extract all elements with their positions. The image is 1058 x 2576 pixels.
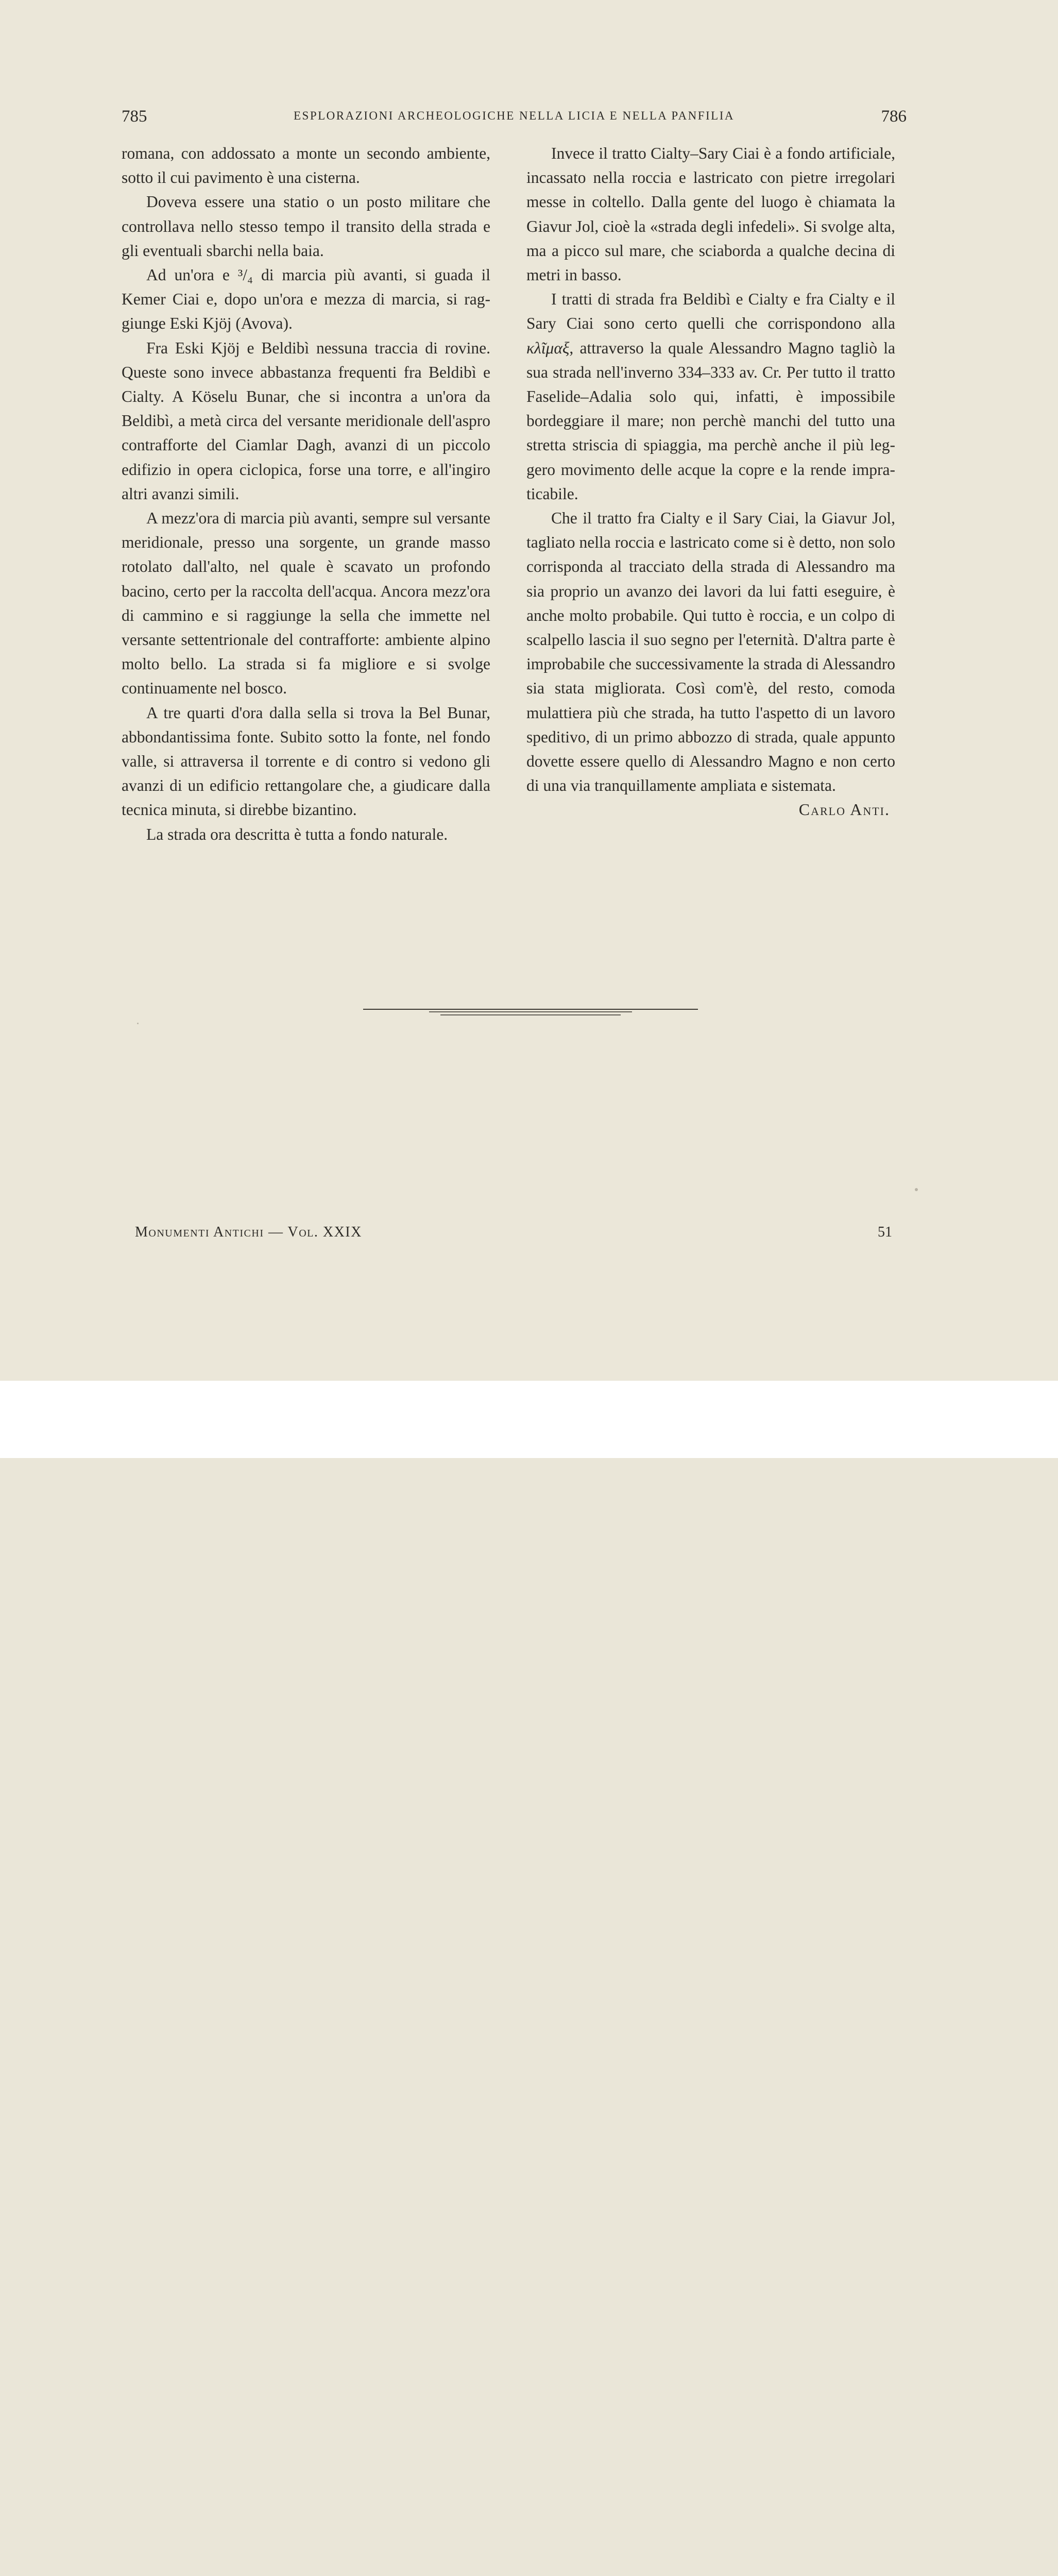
text-run: I tratti di strada fra Beldibì e Cialty e fra Cialty e il Sary Ciai sono certo quelli che corrispondono alla [526, 290, 895, 333]
paragraph: Ad un'ora e ³/₄ di marcia più avanti, si guada il Kemer Ciai e, dopo un'ora e mezza di marcia, si raggiunge Eski Kjöj (Avova). [122, 266, 490, 333]
left-column [122, 141, 490, 846]
paragraph [526, 287, 895, 506]
running-title: ESPLORAZIONI ARCHEOLOGICHE NELLA LICIA E NELLA PANFILIA [293, 109, 735, 122]
paragraph: La strada ora descritta è tutta a fondo naturale. [146, 825, 448, 843]
scan-speck [915, 1188, 918, 1191]
paragraph: A tre quarti d'ora dalla sella si trova la Bel Bunar, abbondantissima fonte. Subito sotto la fonte, nel fondo valle, si attraversa il torrente e di contro si vedono gli avanzi di un edificio rettangolare che, a giudicare dalla tecnica minuta, si direbbe bizantino. [122, 703, 490, 819]
page-number-right: 786 [881, 107, 907, 126]
journal-reference: Monumenti Antichi — Vol. XXIX [135, 1224, 362, 1240]
section-separator [363, 1005, 698, 1020]
running-header [122, 107, 907, 130]
text-run: , attraverso la quale Alessandro Magno tagliò la sua strada nell'inverno 334–333 av. Cr. Per tutto il tratto Faselide–Adalia solo qui, infatti, è impossibile bordeggiare il mare; non perchè manchi del tutto una stretta striscia di spiaggia, ma perchè anche il più leggero movimento delle acque la copre e la rende impraticabile. [526, 338, 895, 503]
paragraph: romana, con addossato a monte un secondo ambiente, sotto il cui pavimento è una cisterna. [122, 144, 490, 187]
library-footer-bar [0, 1381, 1058, 1458]
paragraph: Che il tratto fra Cialty e il Sary Ciai, la Giavur Jol, tagliato nella roccia e lastricato come si è detto, non solo corrisponda al tracciato della strada di Alessandro ma sia proprio un avanzo dei lavori da lui fatti eseguire, è anche molto probabile. Qui tutto è roccia, e un colpo di scalpello lascia il suo segno per l'eternità. D'altra parte è improbabile che successivamente la strada di Alessandro sia stata migliorata. Così com'è, del resto, comoda mulattiera più che strada, ha tutto l'aspetto di un lavoro speditivo, di un primo abbozzo di strada, quale appunto dovette essere quello di Alessandro Magno e non certo di una via tranquillamente ampliata e sistemata. [526, 509, 895, 795]
right-column [526, 141, 895, 822]
paragraph: Doveva essere una statio o un posto militare che controllava nello stesso tempo il transito della strada e gli eventuali sbarchi nella baia. [122, 193, 490, 260]
author-signature: Carlo Anti. [798, 800, 890, 819]
paragraph: Invece il tratto Cialty–Sary Ciai è a fondo artificiale, incassato nella roccia e lastricato con pietre irregolari messe in coltello. Dalla gente del luogo è chiamata la Giavur Jol, cioè la «strada degli infedeli». Si svolge alta, ma a picco sul mare, che sciaborda a qualche decina di metri in basso. [526, 144, 895, 284]
page-footer [135, 1224, 892, 1245]
paragraph: Fra Eski Kjöj e Beldibì nessuna traccia di rovine. Queste sono invece abbastanza frequenti fra Beldibì e Cialty. A Köselu Bunar, che si incontra a un'ora da Beldibì, a metà circa del versante meridionale dell'aspro contrafforte del Ciamlar Dagh, avanzi di un piccolo edifizio in opera ciclopica, forse una torre, e all'ingiro altri avanzi simili. [122, 338, 490, 503]
scan-speck [137, 1023, 139, 1024]
greek-word: κλῖμαξ [526, 338, 570, 357]
paragraph: A mezz'ora di marcia più avanti, sempre sul versante meridionale, presso una sorgente, un grande masso rotolato dall'alto, nel quale è scavato un profondo bacino, certo per la raccolta dell'acqua. Ancora mezz'ora di cammino e si raggiunge la sella che immette nel versante settentrionale del contrafforte: ambiente alpino molto bello. La strada si fa migliore e si svolge continuamente nel bosco. [122, 509, 490, 698]
signature-number: 51 [878, 1224, 892, 1240]
page-number-left: 785 [122, 107, 147, 126]
